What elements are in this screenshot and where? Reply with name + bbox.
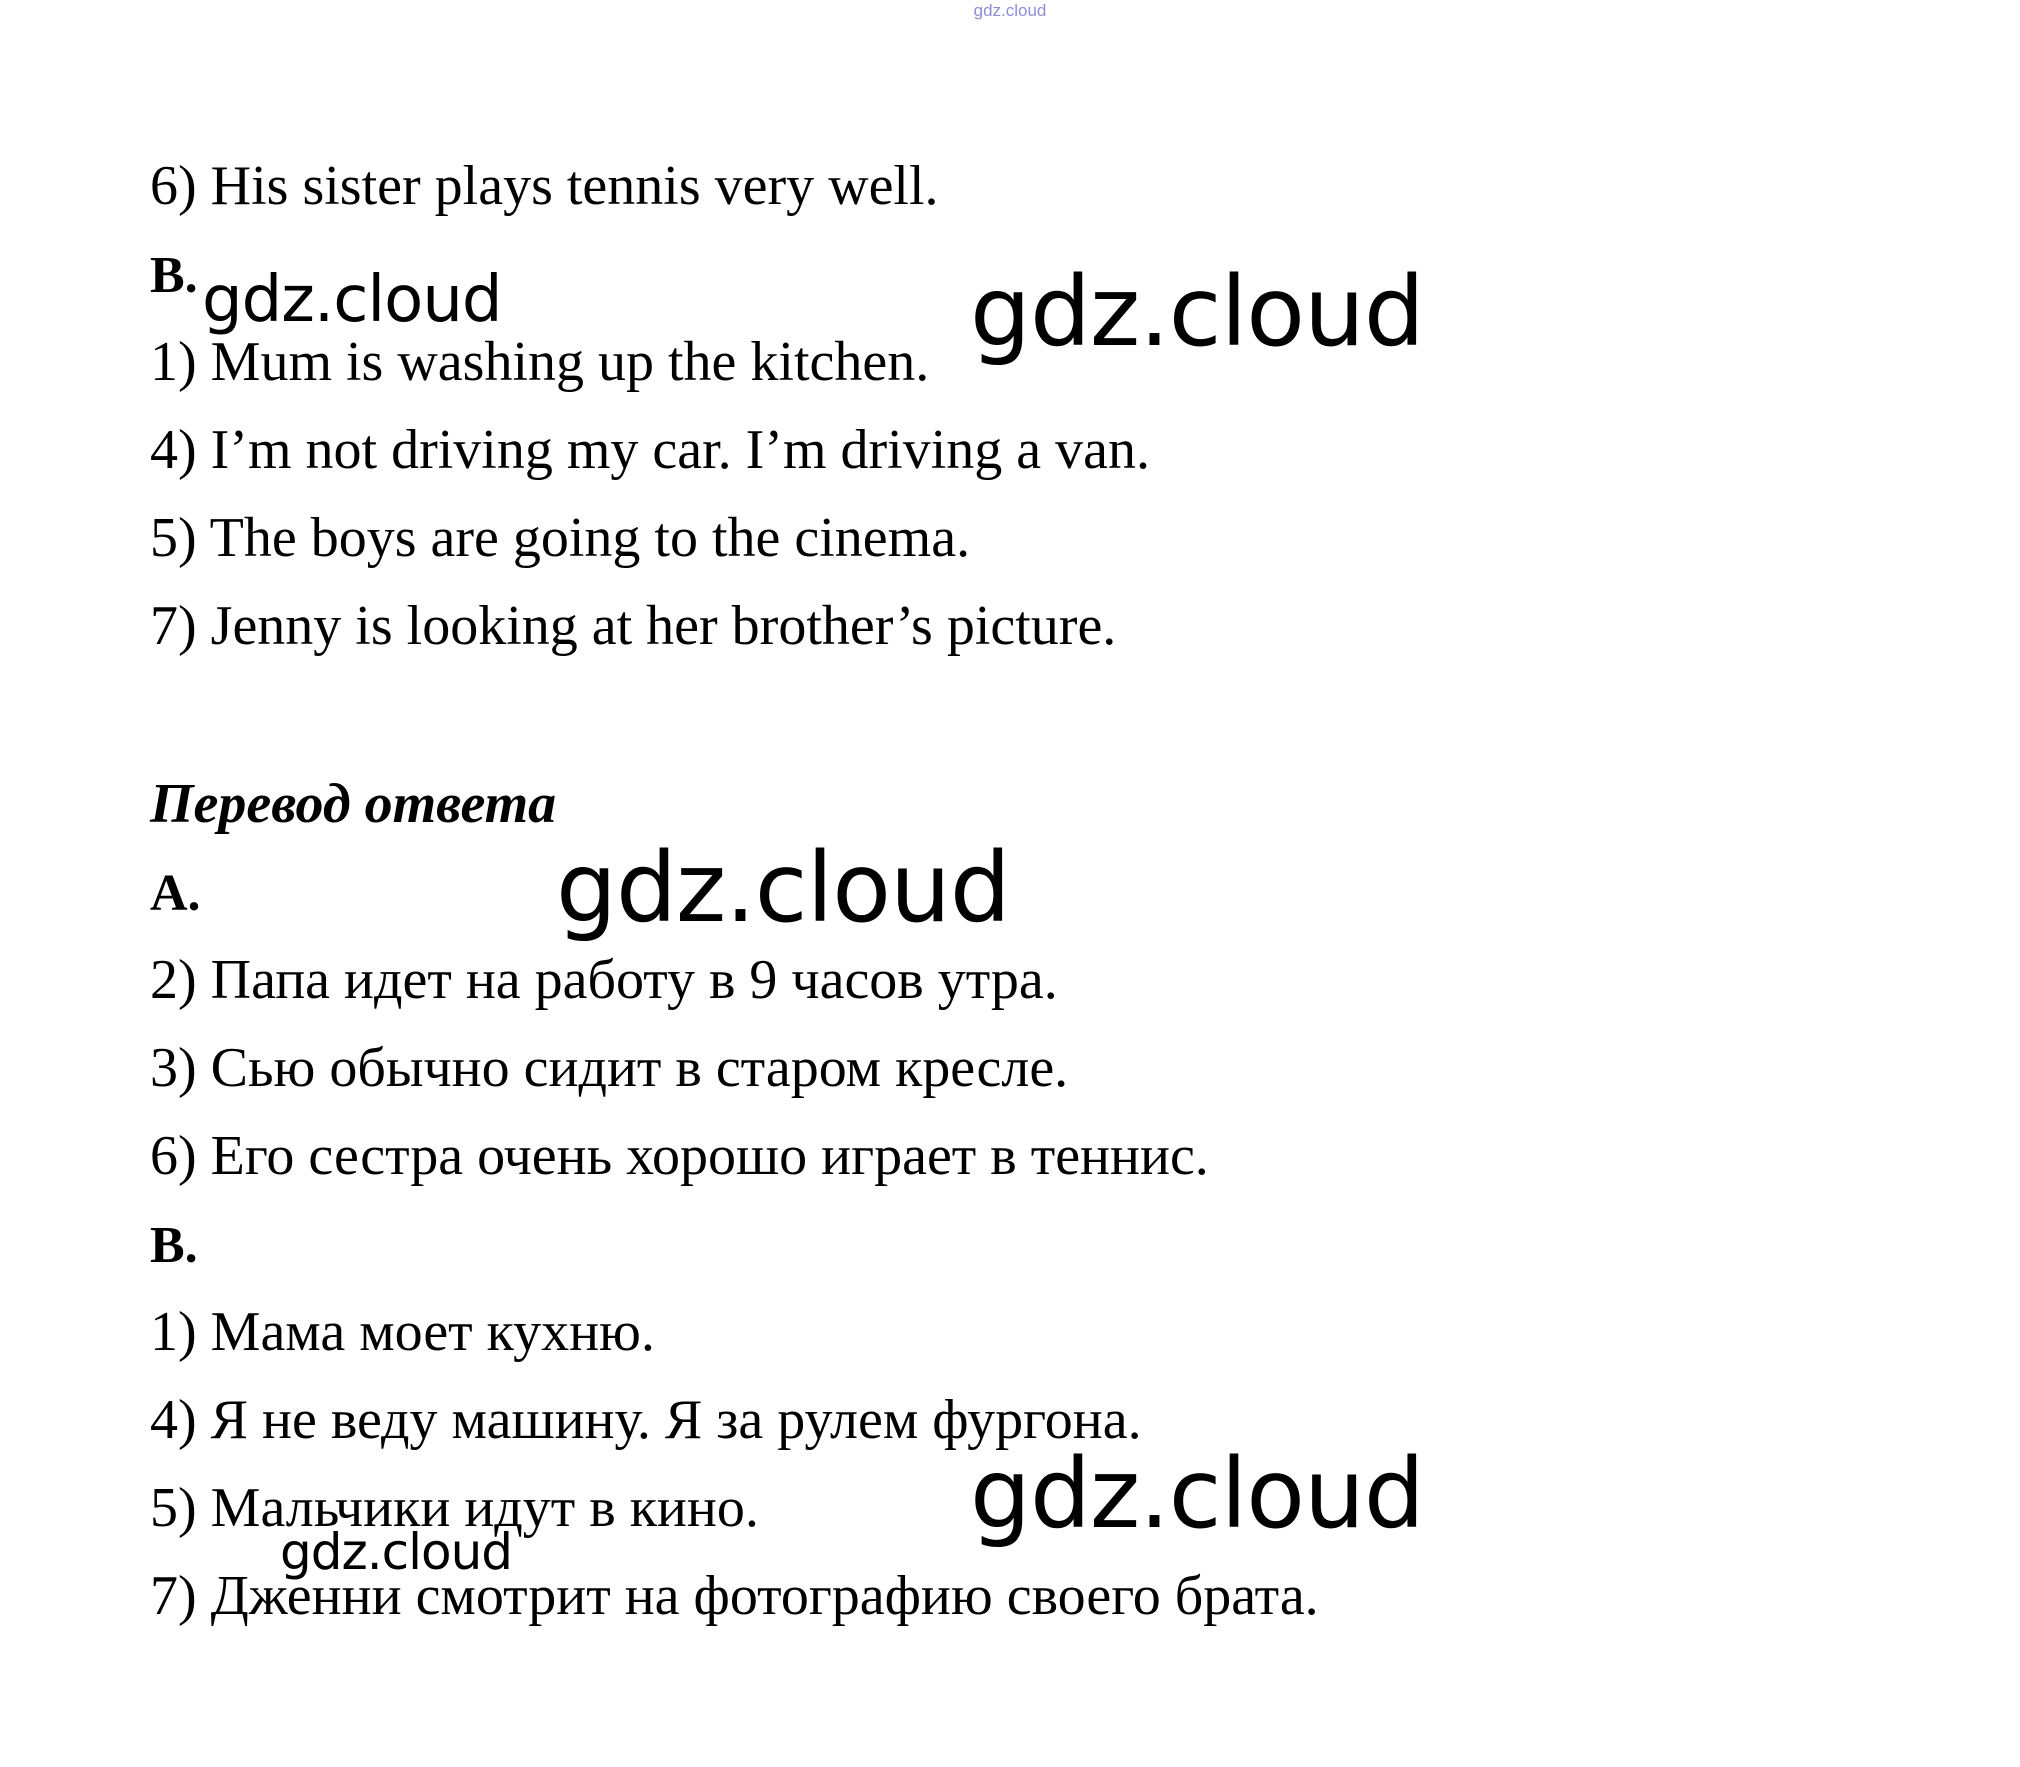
watermark: gdz.cloud xyxy=(970,1438,1424,1550)
translation-line: 2) Папа идет на работу в 9 часов утра. xyxy=(150,949,1058,1011)
answer-line: 4) I’m not driving my car. I’m driving a van. xyxy=(150,419,1150,481)
section-label-a: A. xyxy=(150,865,201,922)
watermark: gdz.cloud xyxy=(280,1523,513,1581)
section-label-b: B. xyxy=(150,247,198,304)
translation-heading: Перевод ответа xyxy=(150,773,557,835)
watermark: gdz.cloud xyxy=(970,256,1424,368)
translation-line: 5) Мальчики идут в кино. xyxy=(150,1477,759,1539)
watermark: gdz.cloud xyxy=(202,263,502,337)
answer-line: 5) The boys are going to the cinema. xyxy=(150,507,971,569)
answer-line: 1) Mum is washing up the kitchen. xyxy=(150,331,930,393)
answer-line: 6) His sister plays tennis very well. xyxy=(150,155,939,217)
section-label-b: B. xyxy=(150,1217,198,1274)
translation-line: 4) Я не веду машину. Я за рулем фургона. xyxy=(150,1389,1142,1451)
translation-line: 6) Его сестра очень хорошо играет в теннис. xyxy=(150,1125,1209,1187)
answer-line: 7) Jenny is looking at her brother’s picture. xyxy=(150,595,1117,657)
translation-line: 3) Сью обычно сидит в старом кресле. xyxy=(150,1037,1069,1099)
translation-line: 1) Мама моет кухню. xyxy=(150,1301,655,1363)
translation-line: 7) Дженни смотрит на фотографию своего брата. xyxy=(150,1565,1319,1627)
watermark: gdz.cloud xyxy=(556,832,1010,944)
header-watermark: gdz.cloud xyxy=(973,1,1047,20)
